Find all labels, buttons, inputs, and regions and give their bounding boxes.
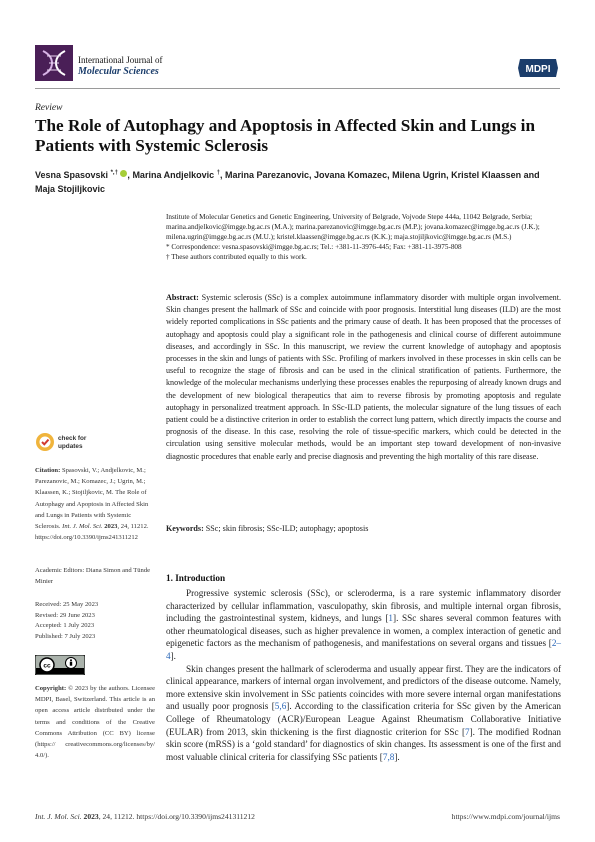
date-received: Received: 25 May 2023: [35, 601, 99, 608]
p2-text-a: Skin changes present the hallmark of scleroderma and usually appear first. They are the indicators of clinical appearance, markers of internal organ involvement, and predictors of the disease outcome. Namely, more extensive skin involvement in SSc patients coincides with more severe internal organ manifestations and usually poor prognosis [: [166, 663, 561, 712]
abstract-text: Systemic sclerosis (SSc) is a complex autoimmune inflammatory disorder with multiple organ involvement. Skin changes present the hallmark of SSc and coincide with poor prognosis. Interstitial lung diseases (ILD) are the most widely reported complications in SSc patients and the primary cause of death. It has been proposed that the processes of autophagy and apoptosis could play a significant role in the pathogenesis and clinical course of different autoimmune diseases, and accordingly in SSc. In this manuscript, we review the current knowledge of autophagy and apoptosis processes in the skin and lungs of patients with SSc. Profiling of markers involved in these processes in skin cells can be useful to recognize the stage of fibrosis and can be used in the clinical stratification of patients. Furthermore, the knowledge of the molecular mechanisms underlying these processes enables the repurposing of already known drugs and the development of new biological therapeutics that aim to reverse fibrosis by promoting apoptosis and regulate autophagy in personalized treatment approach. In SSc-ILD patients, the molecular signature of the lung tissues of each patient could be a distinctive criterion in order to establish the correct lung pattern, which directly impacts the course and prognosis of the disease. In this case, resolving the role of tissue-specific markers, which could be detected in the circulation using sensitive molecular methods, would be an important step toward development of non-invasive diagnostic procedures that enable early and precise diagnosis and preventing the high mortality of this rare disease.: [166, 293, 561, 461]
citation-text: Spasovski, V.; Andjelkovic, M.; Parezanovic, M.; Komazec, J.; Ugrin, M.; Klaassen, K.; Stojiljkovic, M. The Role of Autophagy and Apoptosis in Affected Skin and Lungs in Patients with Systemic Sclerosis.: [35, 467, 149, 531]
p2-text-d: ].: [394, 751, 400, 762]
p1-text-b: ]. SSc shares several common features with other rheumatological diseases, such as higher prevalence in women, a complex interaction of genetic and epigenetic factors as the mechanism of pathogenesis, and manifestations on several organs and tissues [: [166, 613, 561, 649]
author-1[interactable]: Vesna Spasovski: [35, 170, 109, 180]
reference-link[interactable]: 5,6: [274, 701, 287, 712]
check-for-updates-badge[interactable]: [35, 432, 95, 454]
keywords-label: Keywords:: [166, 524, 204, 533]
equal-contribution-note: † These authors contributed equally to this work.: [166, 253, 307, 262]
footer-year: 2023: [83, 812, 99, 821]
check-line1: check for: [58, 435, 87, 442]
check-for-updates-label: [58, 435, 86, 450]
check-for-updates-icon: [35, 432, 55, 452]
abstract: [166, 292, 561, 463]
correspondence-note: * Correspondence: vesna.spasovski@imgge.bg.ac.rs; Tel.: +381-11-3976-445; Fax: +381-11-3975-808: [166, 243, 462, 252]
mdpi-logo: [516, 57, 560, 79]
date-published: Published: 7 July 2023: [35, 633, 96, 641]
author-2[interactable]: Marina Andjelkovic: [132, 170, 215, 180]
introduction-body: [166, 587, 561, 763]
check-line2: updates: [58, 442, 83, 450]
abstract-label: Abstract:: [166, 293, 199, 302]
journal-name: [78, 55, 162, 77]
p2-text-b: ]. According to the classification criteria for SSc given by the American College of Rheumatology (ACR)/European League Against Rheumatism Collaborative Initiative (EULAR) from 2013, skin thickening is the first diagnostic criterion for SSc [: [166, 701, 562, 737]
p1-text-c: ].: [170, 650, 176, 661]
citation-block: [35, 465, 155, 543]
reference-link[interactable]: 7: [465, 726, 470, 737]
keywords: [166, 523, 561, 535]
intro-paragraph-1: [166, 587, 561, 663]
citation-journal: Int. J. Mol. Sci.: [62, 523, 103, 531]
keywords-text: SSc; skin fibrosis; SSc-ILD; autophagy; apoptosis: [205, 524, 369, 533]
date-accepted: Accepted: 1 July 2023: [35, 622, 95, 630]
p2-text-c: ]. The modified Rodnan skin score (mRSS) is a ‘gold standard’ for diagnostics of skin changes. Its assessment is one of the first and most valuable clinical criteria for classifying SSc patients [: [166, 726, 561, 762]
mdpi-logo-text: MDPI: [525, 64, 551, 75]
citation-tail[interactable]: , 24, 11212. https://doi.org/10.3390/ijms241311212: [35, 523, 149, 542]
intro-paragraph-2: [166, 663, 561, 764]
reference-link[interactable]: 2–4: [166, 638, 561, 661]
journal-name-line2: Molecular Sciences: [78, 66, 159, 77]
section-heading-introduction: 1. Introduction: [166, 573, 226, 583]
footer-journal: Int. J. Mol. Sci.: [35, 812, 82, 821]
copyright-notice: [35, 683, 155, 761]
affiliation-block: [166, 212, 561, 262]
date-revised: Revised: 29 June 2023: [35, 611, 95, 619]
copyright-text: © 2023 by the authors. Licensee MDPI, Basel, Switzerland. This article is an open access article distributed under the terms and conditions of the Creative Commons Attribution (CC BY) license (https:// creativecommons.org/licenses/by/ 4.0/).: [35, 685, 155, 760]
academic-editors: Academic Editors: Diana Simon and Tünde Minier: [35, 567, 151, 586]
author-list: Vesna Spasovski *,† , Marina Andjelkovic †, Marina Parezanovic, Jovana Komazec, Milena Ugrin, Kristel Klaassen and Maja Stojiljkovic: [35, 170, 540, 194]
footer-doi[interactable]: , 24, 11212. https://doi.org/10.3390/ijms241311212: [98, 812, 255, 821]
journal-logo: [35, 45, 73, 81]
publication-dates: [35, 600, 155, 643]
p1-text-a: Progressive systemic sclerosis (SSc), or scleroderma, is a rare systemic inflammatory disorder characterized by cellular inflammation, vasculopathy, skin fibrosis, and multiple internal organ fibrosis, including the gastrointestinal system, kidneys, and lungs [: [166, 588, 561, 624]
footer-journal-url[interactable]: https://www.mdpi.com/journal/ijms: [451, 812, 560, 821]
affiliation-text: Institute of Molecular Genetics and Genetic Engineering, University of Belgrade, Vojvode Stepe 444a, 11042 Belgrade, Serbia; marina.andjelkovic@imgge.bg.ac.rs (M.A.); marina.parezanovic@imgge.bg.ac.rs (M.P.); jovana.komazec@imgge.bg.ac.rs (J.K.); milena.ugrin@imgge.bg.ac.rs (M.U.); kristel.klaassen@imgge.bg.ac.rs (K.K.); maja.stojiljkovic@imgge.bg.ac.rs (M.S.): [166, 213, 540, 242]
other-authors: , Marina Parezanovic, Jovana Komazec, Milena Ugrin, Kristel Klaassen and Maja Stojiljkovic: [35, 170, 540, 194]
author-2-marks: †: [216, 170, 220, 176]
article-type: Review: [35, 103, 63, 113]
svg-text:cc: cc: [43, 662, 51, 670]
header-divider: [35, 88, 560, 89]
copyright-label: Copyright:: [35, 685, 67, 692]
reference-link[interactable]: 7,8: [382, 751, 395, 762]
author-1-marks: *,†: [110, 170, 118, 176]
journal-name-line1: International Journal of: [78, 55, 163, 65]
cc-by-license-icon[interactable]: [35, 655, 85, 675]
footer-citation: [35, 812, 255, 821]
orcid-icon[interactable]: [120, 170, 127, 177]
citation-label: Citation:: [35, 467, 61, 474]
reference-link[interactable]: 1: [388, 613, 394, 624]
citation-year: 2023: [104, 523, 118, 531]
article-title: The Role of Autophagy and Apoptosis in Affected Skin and Lungs in Patients with Systemic Sclerosis: [35, 116, 536, 155]
